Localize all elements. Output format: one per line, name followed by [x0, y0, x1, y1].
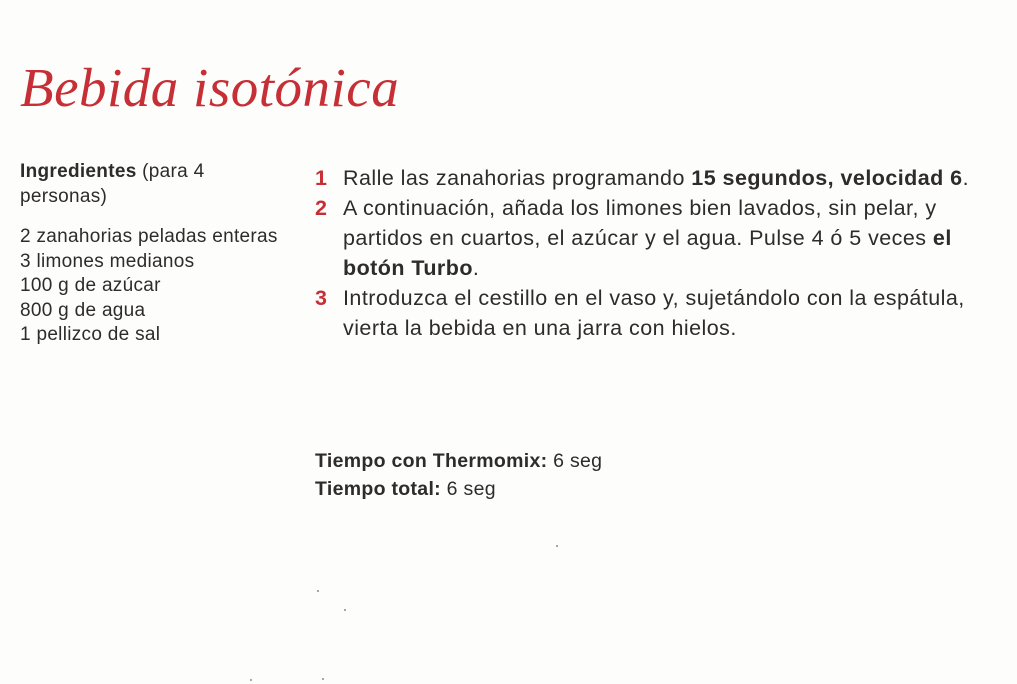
ingredients-heading: [20, 160, 285, 209]
ingredient-item: 100 g de azúcar: [20, 275, 161, 296]
steps-list: [315, 163, 975, 343]
ingredients-heading-note: (para 4 personas): [20, 161, 205, 207]
step-number: 3: [315, 286, 328, 310]
step-text: .: [472, 256, 480, 280]
ingredient-item: 2 zanahorias peladas enteras: [20, 226, 278, 247]
thermomix-time-label: Tiempo con Thermomix:: [315, 450, 548, 472]
ingredient-item: 1 pellizco de sal: [20, 324, 161, 345]
step-text: Introduzca el cestillo en el vaso y, sujetándolo con la espátula, vierta la bebida en una jarra con hielos.: [343, 286, 965, 340]
step-number: 2: [315, 196, 328, 220]
step-number: 1: [315, 166, 328, 190]
thermomix-time: [315, 447, 602, 475]
ingredients-section: [20, 160, 285, 348]
step-text: A continuación, añada los limones bien lavados, sin pelar, y partidos en cuartos, el azúcar y el agua. Pulse 4 ó 5 veces: [343, 196, 937, 250]
thermomix-time-value: 6 seg: [547, 450, 603, 472]
step-text: Ralle las zanahorias programando: [343, 166, 692, 190]
ingredients-heading-label: Ingredientes: [20, 161, 137, 182]
step-2: [315, 193, 975, 283]
ingredient-item: 3 limones medianos: [20, 250, 195, 272]
total-time-value: 6 seg: [440, 478, 496, 500]
step-3: [315, 283, 975, 343]
total-time: [315, 475, 602, 503]
ingredient-item: 800 g de agua: [20, 299, 146, 321]
step-text-bold: 15 segundos, velocidad 6: [691, 166, 963, 190]
times-section: [315, 447, 602, 503]
step-text: .: [962, 166, 970, 190]
recipe-title: Bebida isotónica: [20, 57, 400, 118]
scan-speck: [344, 609, 346, 611]
scan-speck: [250, 679, 252, 681]
step-text-bold: el botón Turbo: [343, 226, 952, 280]
total-time-label: Tiempo total:: [315, 478, 441, 500]
scan-speck: [322, 678, 324, 680]
scan-speck: [317, 590, 319, 592]
scan-speck: [556, 545, 558, 547]
step-1: [315, 163, 975, 193]
